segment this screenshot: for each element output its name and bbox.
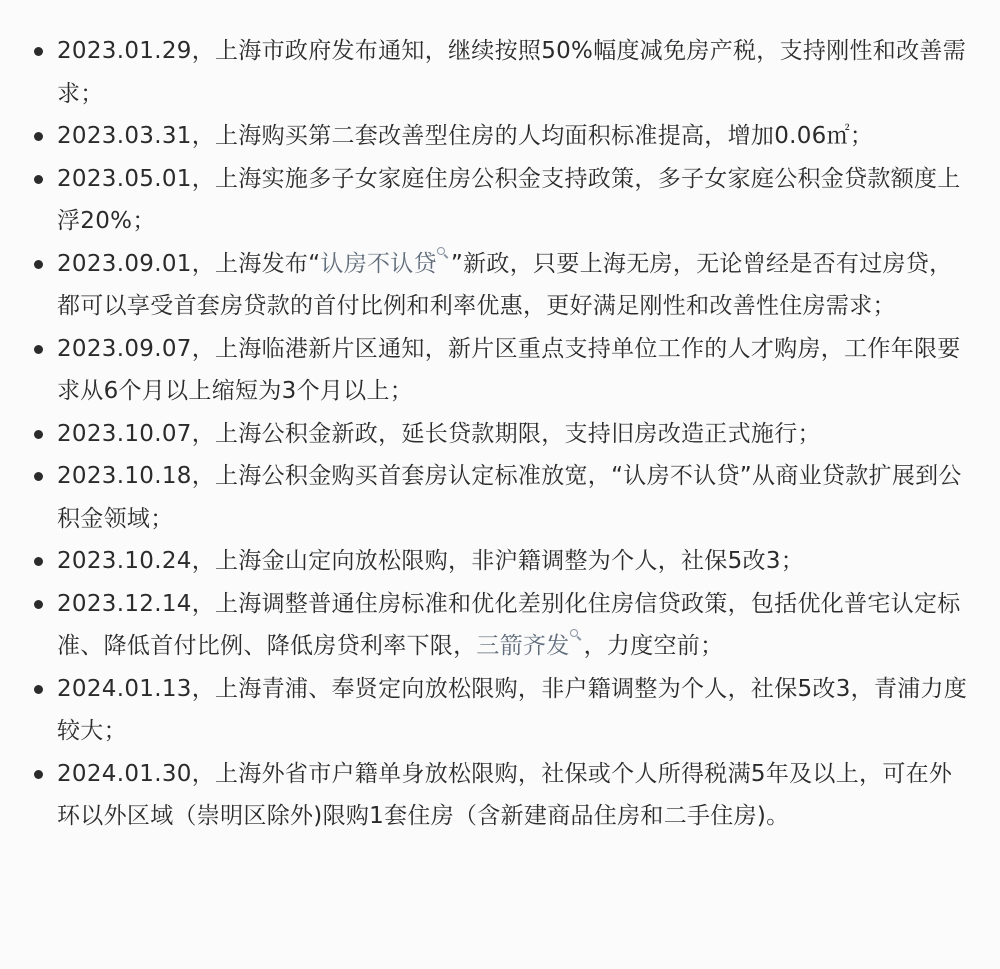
bullet-icon (34, 345, 43, 354)
list-item (30, 30, 970, 115)
bullet-icon (34, 557, 43, 566)
list-item-text-after: ”新政，只要上海无房，无论曾经是否有过房贷，都可以享受首套房贷款的首付比例和利率优惠，更好满足刚性和改善性住房需求； (57, 250, 953, 319)
list-item-text-before: 2023.09.01，上海发布“ (57, 250, 321, 277)
list-item-text: 2023.10.24，上海金山定向放松限购，非沪籍调整为个人，社保5改3； (57, 548, 805, 574)
bullet-icon (34, 600, 43, 609)
list-item (30, 243, 970, 328)
list-item-text: 2023.03.31，上海购买第二套改善型住房的人均面积标准提高，增加0.06㎡； (57, 123, 874, 149)
bullet-icon (34, 472, 43, 481)
list-item-text-before: 2023.12.14，上海调整普通住房标准和优化差别化住房信贷政策，包括优化普宅认定标准、降低首付比例、降低房贷利率下限， (57, 590, 961, 659)
policy-timeline-list (30, 30, 970, 838)
list-item (30, 540, 970, 583)
keyword-link-sjqf[interactable]: 三箭齐发 (476, 633, 570, 659)
bullet-icon (34, 132, 43, 141)
list-item-text: 2024.01.30，上海外省市户籍单身放松限购，社保或个人所得税满5年及以上，可在外环以外区域（崇明区除外)限购1套住房（含新建商品住房和二手住房)。 (57, 760, 953, 829)
bullet-icon (34, 175, 43, 184)
list-item (30, 328, 970, 413)
list-item-text: 2023.10.18，上海公积金购买首套房认定标准放宽，“认房不认贷”从商业贷款扩展到公积金领域； (57, 463, 962, 532)
list-item (30, 413, 970, 456)
list-item (30, 158, 970, 243)
bullet-icon (34, 685, 43, 694)
search-icon[interactable] (570, 629, 582, 643)
list-item-text: 2024.01.13，上海青浦、奉贤定向放松限购，非户籍调整为个人，社保5改3，青浦力度较大； (57, 675, 968, 744)
list-item-text: 2023.01.29，上海市政府发布通知，继续按照50%幅度减免房产税，支持刚性和改善需求； (57, 38, 967, 107)
bullet-icon (34, 770, 43, 779)
list-item-text-after: ，力度空前； (583, 633, 724, 659)
search-icon[interactable] (437, 247, 449, 261)
bullet-icon (34, 430, 43, 439)
list-item (30, 115, 970, 158)
list-item (30, 583, 970, 668)
keyword-link-rfbrd[interactable]: 认房不认贷 (320, 250, 437, 277)
bullet-icon (34, 260, 43, 269)
list-item (30, 668, 970, 753)
list-item-text: 2023.09.07，上海临港新片区通知，新片区重点支持单位工作的人才购房，工作年限要求从6个月以上缩短为3个月以上； (57, 335, 961, 404)
list-item-text: 2023.05.01，上海实施多子女家庭住房公积金支持政策，多子女家庭公积金贷款额度上浮20%； (57, 165, 961, 234)
bullet-icon (34, 47, 43, 56)
list-item (30, 455, 970, 540)
list-item (30, 753, 970, 838)
list-item-text: 2023.10.07，上海公积金新政，延长贷款期限，支持旧房改造正式施行； (57, 420, 821, 447)
